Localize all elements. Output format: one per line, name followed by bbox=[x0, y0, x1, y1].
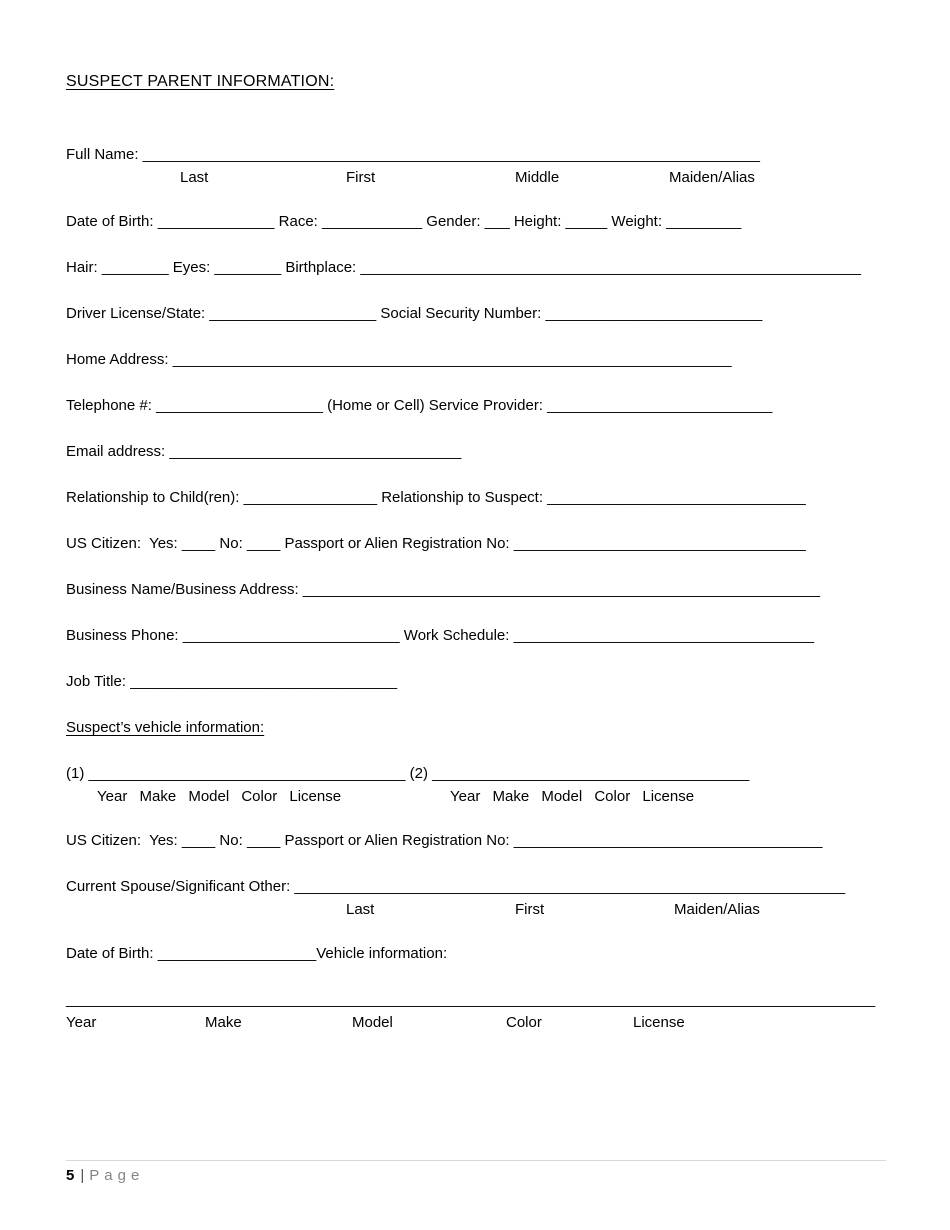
name-label-last: Last bbox=[180, 169, 209, 186]
full-name-sublabels bbox=[66, 167, 886, 189]
relationship-line: Relationship to Child(ren): ________________ Relationship to Suspect: _______________________________ bbox=[66, 489, 806, 506]
footer-page-word: Page bbox=[89, 1167, 145, 1184]
vehicle-sublabels bbox=[66, 786, 886, 808]
vehicle-table-label-license: License bbox=[633, 1014, 685, 1031]
current-spouse-line: Current Spouse/Significant Other: __________________________________________________________________ bbox=[66, 878, 846, 895]
vehicle-table-label-year: Year bbox=[66, 1014, 97, 1031]
us-citizen-line-2: US Citizen: Yes: ____ No: ____ Passport or Alien Registration No: _____________________________________ bbox=[66, 832, 823, 849]
vehicle-numbered-line: (1) ______________________________________ (2) ______________________________________ bbox=[66, 765, 750, 782]
name-label-middle: Middle bbox=[515, 169, 560, 186]
date-of-birth-line: Date of Birth: ______________ Race: ____________ Gender: ___ Height: _____ Weight: _________ bbox=[66, 213, 742, 230]
vehicle-labels-group-1: Year Make Model Color License bbox=[97, 788, 342, 805]
spouse-label-first: First bbox=[515, 901, 545, 918]
business-phone-schedule-line: Business Phone: __________________________ Work Schedule: ____________________________________ bbox=[66, 627, 814, 644]
home-address-line: Home Address: ___________________________________________________________________ bbox=[66, 351, 732, 368]
vehicle-section-heading: Suspect’s vehicle information: bbox=[66, 719, 265, 736]
telephone-line: Telephone #: ____________________ (Home or Cell) Service Provider: ___________________________ bbox=[66, 397, 773, 414]
full-name-line: Full Name: __________________________________________________________________________ bbox=[66, 146, 761, 163]
section-title: SUSPECT PARENT INFORMATION: bbox=[66, 73, 335, 90]
spouse-sublabels bbox=[66, 899, 886, 921]
dob-vehicle-info-line: Date of Birth: ___________________Vehicle information: bbox=[66, 945, 448, 962]
email-address-line: Email address: ___________________________________ bbox=[66, 443, 462, 460]
footer-separator: | bbox=[80, 1167, 85, 1184]
vehicle-labels-group-2: Year Make Model Color License bbox=[450, 788, 695, 805]
business-name-address-line: Business Name/Business Address: ______________________________________________________________ bbox=[66, 581, 820, 598]
us-citizen-line-1: US Citizen: Yes: ____ No: ____ Passport or Alien Registration No: ___________________________________ bbox=[66, 535, 806, 552]
vehicle-table-label-make: Make bbox=[205, 1014, 242, 1031]
vehicle-table-label-model: Model bbox=[352, 1014, 393, 1031]
driver-license-ssn-line: Driver License/State: ____________________ Social Security Number: __________________________ bbox=[66, 305, 763, 322]
hair-eyes-birthplace-line: Hair: ________ Eyes: ________ Birthplace: ____________________________________________________________ bbox=[66, 259, 861, 276]
page-footer bbox=[66, 1160, 886, 1185]
name-label-first: First bbox=[346, 169, 376, 186]
vehicle-table-label-color: Color bbox=[506, 1014, 542, 1031]
name-label-maiden-alias: Maiden/Alias bbox=[669, 169, 755, 186]
spouse-label-maiden-alias: Maiden/Alias bbox=[674, 901, 760, 918]
vehicle-rule-line: _________________________________________________________________________________________________ bbox=[66, 991, 876, 1008]
spouse-label-last: Last bbox=[346, 901, 375, 918]
page-number: 5 bbox=[66, 1167, 75, 1184]
job-title-line: Job Title: ________________________________ bbox=[66, 673, 398, 690]
vehicle-table-labels bbox=[66, 1012, 886, 1034]
